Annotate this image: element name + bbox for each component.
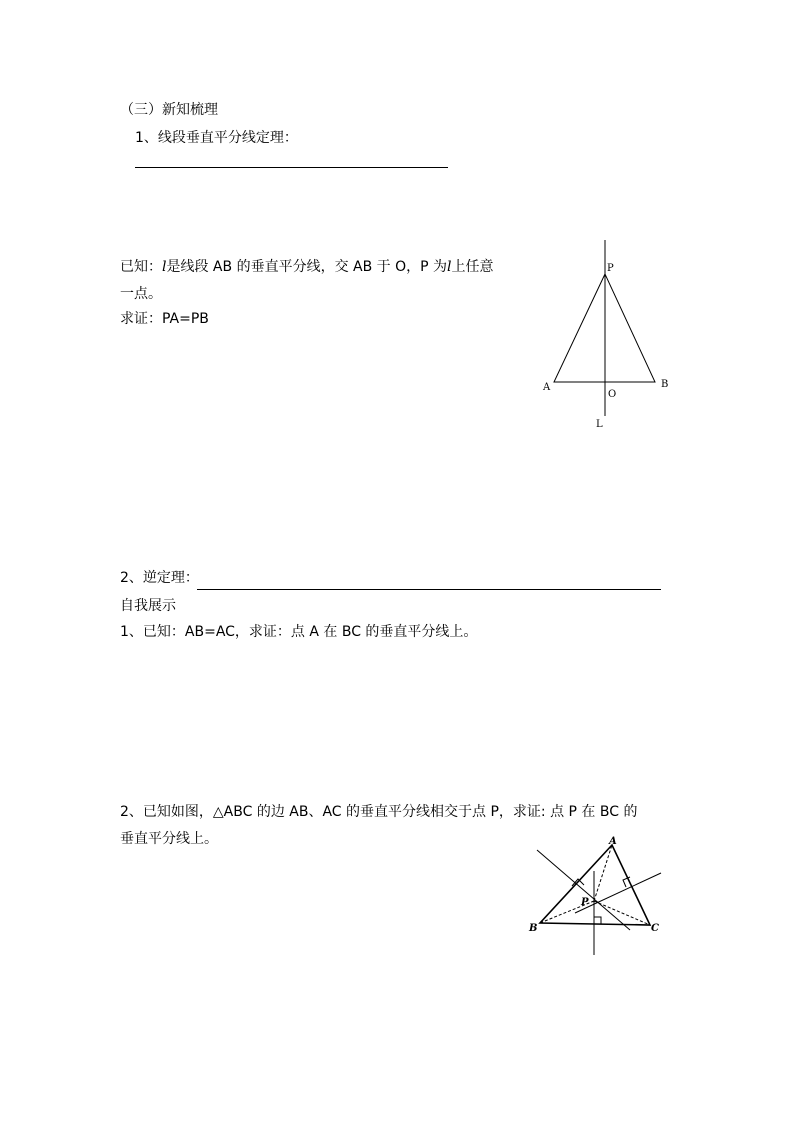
question-2-line1: 2、已知如图，△ABC 的边 AB、AC 的垂直平分线相交于点 P，求证: 点 P 在 BC 的	[120, 804, 638, 820]
label-a-2: A	[609, 836, 617, 847]
question-2-line2: 垂直平分线上。	[120, 831, 218, 847]
prove-statement: 求证：PA=PB	[120, 311, 209, 327]
self-show-heading: 自我展示	[120, 598, 176, 614]
label-c-2: C	[651, 923, 659, 934]
given-line2: 一点。	[120, 286, 162, 302]
label-a: A	[543, 382, 551, 393]
right-angle-mark-bc	[594, 917, 601, 924]
label-o: O	[608, 389, 617, 400]
figure-circumcenter	[525, 835, 670, 960]
given-prefix: 已知：	[120, 259, 162, 275]
question-1: 1、已知：AB=AC，求证：点 A 在 BC 的垂直平分线上。	[120, 624, 478, 640]
theorem-label: 1、线段垂直平分线定理：	[135, 130, 298, 146]
converse-answer-line	[197, 589, 661, 590]
given-end: 上任意	[451, 259, 494, 275]
given-var-l: l	[162, 259, 167, 275]
theorem-answer-line	[135, 167, 448, 168]
label-b-2: B	[529, 923, 538, 934]
given-var-l-2: l	[447, 259, 452, 275]
section-heading: （三）新知梳理	[120, 102, 218, 118]
converse-label: 2、逆定理：	[120, 570, 199, 586]
given-statement	[120, 257, 494, 277]
label-p: P	[607, 263, 614, 274]
given-mid: 是线段 AB 的垂直平分线，交 AB 于 O，P 为	[166, 259, 448, 275]
label-l: L	[596, 419, 603, 430]
triangle-abc	[540, 845, 650, 925]
segment-pa	[594, 845, 612, 901]
figure-perpendicular-bisector	[540, 238, 680, 438]
label-b: B	[661, 379, 669, 390]
label-p-2: P	[581, 897, 589, 908]
segment-pc	[594, 901, 650, 925]
